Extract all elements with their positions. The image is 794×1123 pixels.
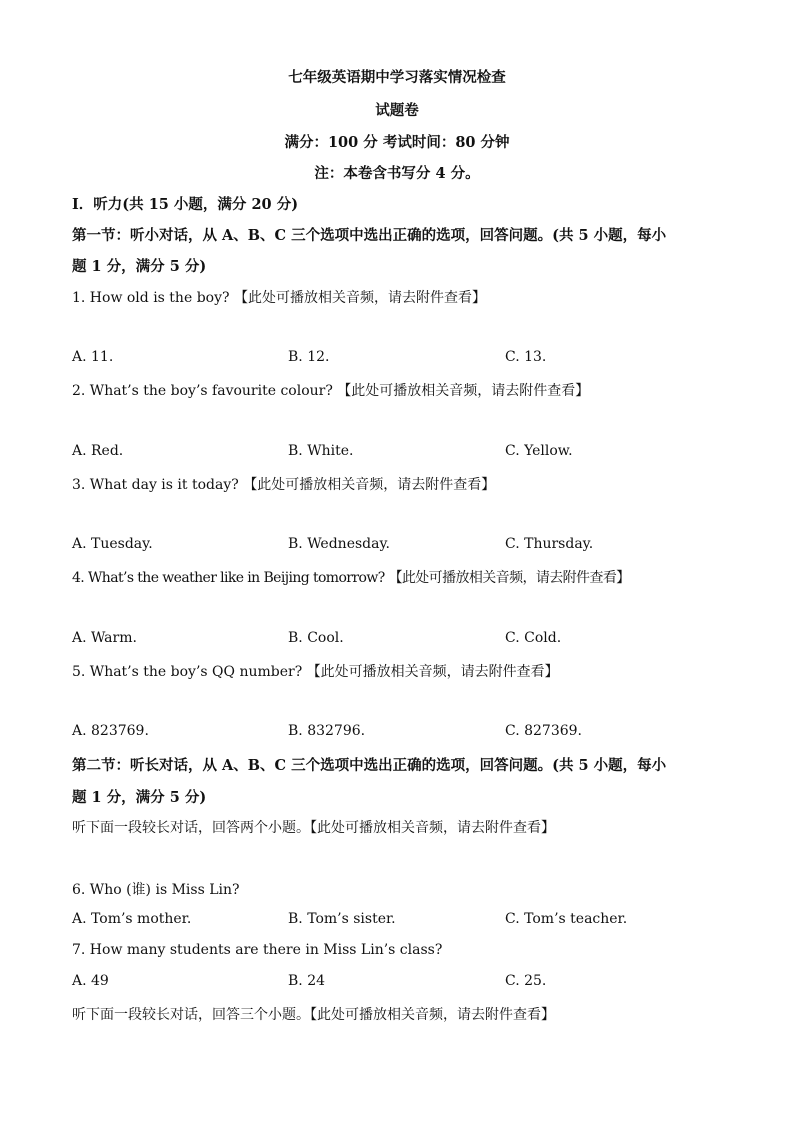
section2-instruction-line2: 题 1 分，满分 5 分) [72,789,207,806]
dialog1-intro: 听下面一段较长对话，回答两个小题。【此处可播放相关音频，请去附件查看】 [72,820,555,836]
question-6: 6. Who (谁) is Miss Lin? [72,882,240,898]
question-3-option-c: C. Thursday. [505,536,594,552]
question-7-option-a: A. 49 [72,973,109,989]
question-3-option-a: A. Tuesday. [72,536,153,552]
exam-subtitle: 试题卷 [375,102,419,119]
question-1-option-c: C. 13. [505,349,547,365]
question-7-option-c: C. 25. [505,973,547,989]
question-6-option-a: A. Tom’s mother. [72,911,192,927]
question-5-option-a: A. 823769. [72,723,149,739]
question-5-option-c: C. 827369. [505,723,583,739]
exam-title: 七年级英语期中学习落实情况检查 [288,69,506,86]
question-4-option-b: B. Cool. [288,630,344,646]
dialog2-intro: 听下面一段较长对话，回答三个小题。【此处可播放相关音频，请去附件查看】 [72,1007,555,1023]
section1-instruction-line2: 题 1 分，满分 5 分) [72,258,207,275]
question-2-option-a: A. Red. [72,443,124,459]
exam-note: 注：本卷含书写分 4 分。 [314,165,480,182]
question-1: 1. How old is the boy? 【此处可播放相关音频，请去附件查看】 [72,290,486,306]
question-3: 3. What day is it today? 【此处可播放相关音频，请去附件查看】 [72,477,496,493]
question-2-option-c: C. Yellow. [505,443,573,459]
question-2: 2. What’s the boy’s favourite colour? 【此处可播放相关音频，请去附件查看】 [72,383,590,399]
question-1-option-a: A. 11. [72,349,114,365]
question-3-option-b: B. Wednesday. [288,536,390,552]
exam-info: 满分：100 分 考试时间：80 分钟 [284,134,510,151]
question-4-option-c: C. Cold. [505,630,562,646]
part1-heading: Ⅰ．听力(共 15 小题，满分 20 分) [72,196,299,213]
question-1-option-b: B. 12. [288,349,330,365]
question-6-option-b: B. Tom’s sister. [288,911,396,927]
section2-instruction-line1: 第二节：听长对话，从 A、B、C 三个选项中选出正确的选项，回答问题。(共 5 小题，每小 [72,757,667,774]
question-5: 5. What’s the boy’s QQ number? 【此处可播放相关音频，请去附件查看】 [72,664,559,680]
section1-instruction-line1: 第一节：听小对话，从 A、B、C 三个选项中选出正确的选项，回答问题。(共 5 小题，每小 [72,227,667,244]
question-7-option-b: B. 24 [288,973,326,989]
question-2-option-b: B. White. [288,443,354,459]
question-6-option-c: C. Tom’s teacher. [505,911,628,927]
question-4-option-a: A. Warm. [72,630,137,646]
question-5-option-b: B. 832796. [288,723,366,739]
question-4: 4. What’s the weather like in Beijing tomorrow? 【此处可播放相关音频，请去附件查看】 [72,570,630,586]
question-7: 7. How many students are there in Miss Lin’s class? [72,942,443,958]
